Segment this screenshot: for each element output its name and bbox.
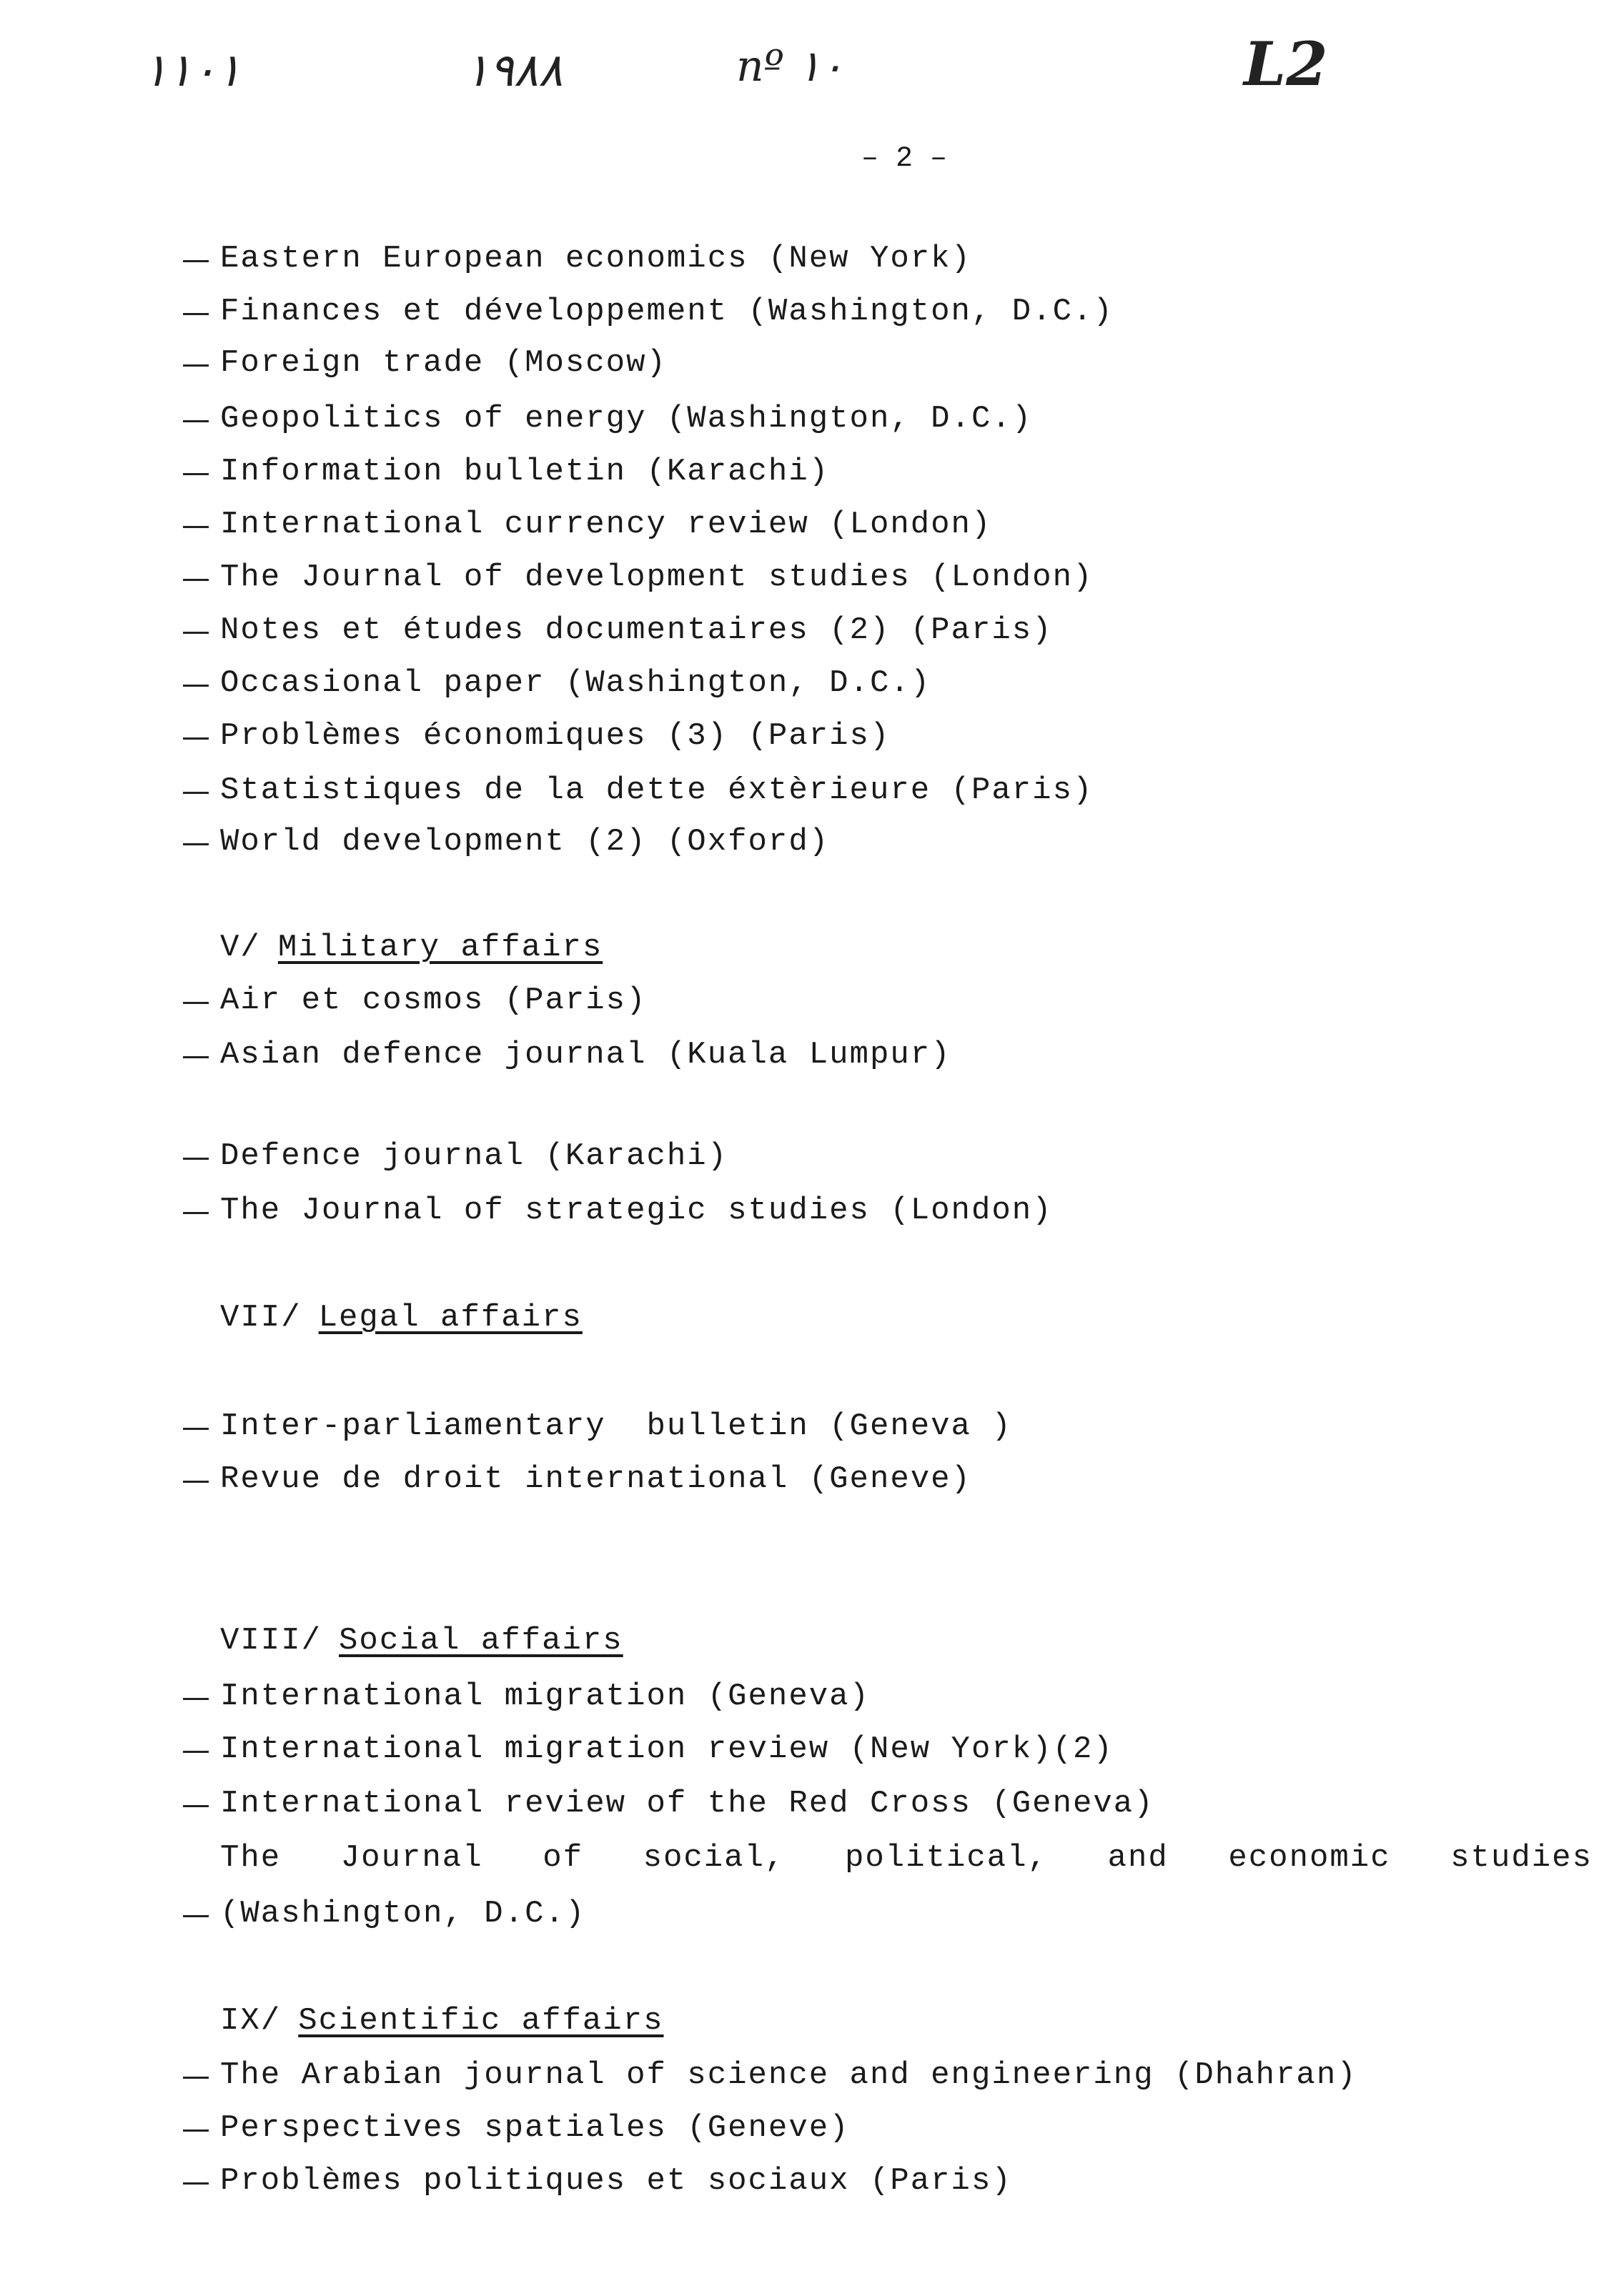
entry-title: International migration review (New York)(2) [220,1731,1114,1767]
dash-mark [183,526,209,528]
entry-title: Problèmes politiques et sociaux (Paris) [220,2163,1012,2199]
entry-title: Statistiques de la dette éxtèrieure (Paris) [220,772,1094,808]
entry-title: Defence journal (Karachi) [220,1138,728,1174]
entry-title: Eastern European economics (New York) [220,241,971,277]
dash-mark [183,737,209,740]
section-heading-military [220,926,603,969]
entry-title: Notes et études documentaires (2) (Paris) [220,612,1053,648]
entry-title: Asian defence journal (Kuala Lumpur) [220,1037,951,1073]
entry-title: Finances et développement (Washington, D.C.) [220,294,1114,329]
dash-mark [183,1428,209,1430]
word: studies [1450,1840,1593,1876]
entry-51-first-line [220,1837,1593,1879]
dash-mark [183,364,209,367]
entry-title: The Journal of strategic studies (London) [220,1193,1053,1228]
section-roman: V/ [220,930,261,965]
dash-mark [183,685,209,687]
entry-title: International currency review (London) [220,507,992,542]
handwritten-issue-number: nº ١٠ [736,41,844,91]
section-title: Legal affairs [318,1300,583,1336]
handwritten-year: ١٩٨٨ [465,44,563,97]
dash-mark [183,1212,209,1214]
dash-mark [183,1751,209,1753]
entry-title: Inter-parliamentary bulletin (Geneva ) [220,1408,1012,1444]
entry-title: World development (2) (Oxford) [220,824,830,860]
dash-mark [183,792,209,794]
section-roman: IX/ [220,2003,282,2039]
entry-title: Occasional paper (Washington, D.C.) [220,665,931,701]
dash-mark [183,1698,209,1700]
entry-title: The Arabian journal of science and engineering (Dhahran) [220,2057,1357,2093]
entry-title: International review of the Red Cross (Geneva) [220,1786,1154,1822]
dash-mark [183,579,209,581]
section-heading-legal [220,1296,583,1339]
section-roman: VIII/ [220,1623,322,1659]
section-title: Social affairs [339,1623,623,1659]
dash-mark [183,1158,209,1160]
dash-mark [183,1002,209,1004]
dash-mark [183,2129,209,2132]
entry-title: Air et cosmos (Paris) [220,983,647,1018]
dash-mark [183,632,209,634]
word: The [220,1840,282,1876]
section-heading-scientific [220,1999,664,2042]
entry-title: Perspectives spatiales (Geneve) [220,2110,850,2146]
dash-mark [183,313,209,315]
dash-mark [183,843,209,845]
entry-title: Geopolitics of energy (Washington, D.C.) [220,401,1033,437]
section-title: Scientific affairs [298,2003,664,2039]
word: and [1107,1840,1169,1876]
dash-mark [183,2077,209,2079]
entry-title: Foreign trade (Moscow) [220,345,667,381]
entry-title: (Washington, D.C.) [220,1896,586,1932]
dash-mark [183,260,209,262]
dash-mark [183,1915,209,1917]
word: economic [1228,1840,1391,1876]
entry-title: The Journal of development studies (London) [220,560,1094,595]
page-number: – 2 – [861,143,948,175]
dash-mark [183,1805,209,1807]
handwritten-code: L2 [1244,29,1328,99]
handwritten-number-1: ١١٠١ [143,44,242,97]
entry-title: Revue de droit international (Geneve) [220,1461,971,1497]
word: of [543,1840,583,1876]
section-heading-social [220,1619,623,1662]
dash-mark [183,1056,209,1058]
word: political, [844,1840,1049,1876]
entry-title: Information bulletin (Karachi) [220,454,830,489]
entry-title: International migration (Geneva) [220,1679,870,1714]
dash-mark [183,2182,209,2185]
dash-mark [183,473,209,475]
dash-mark [183,420,209,422]
word: Journal [340,1840,483,1876]
entry-title: Problèmes économiques (3) (Paris) [220,718,891,754]
dash-mark [183,1481,209,1483]
word: social, [643,1840,786,1876]
section-title: Military affairs [277,930,603,965]
section-roman: VII/ [220,1300,302,1336]
